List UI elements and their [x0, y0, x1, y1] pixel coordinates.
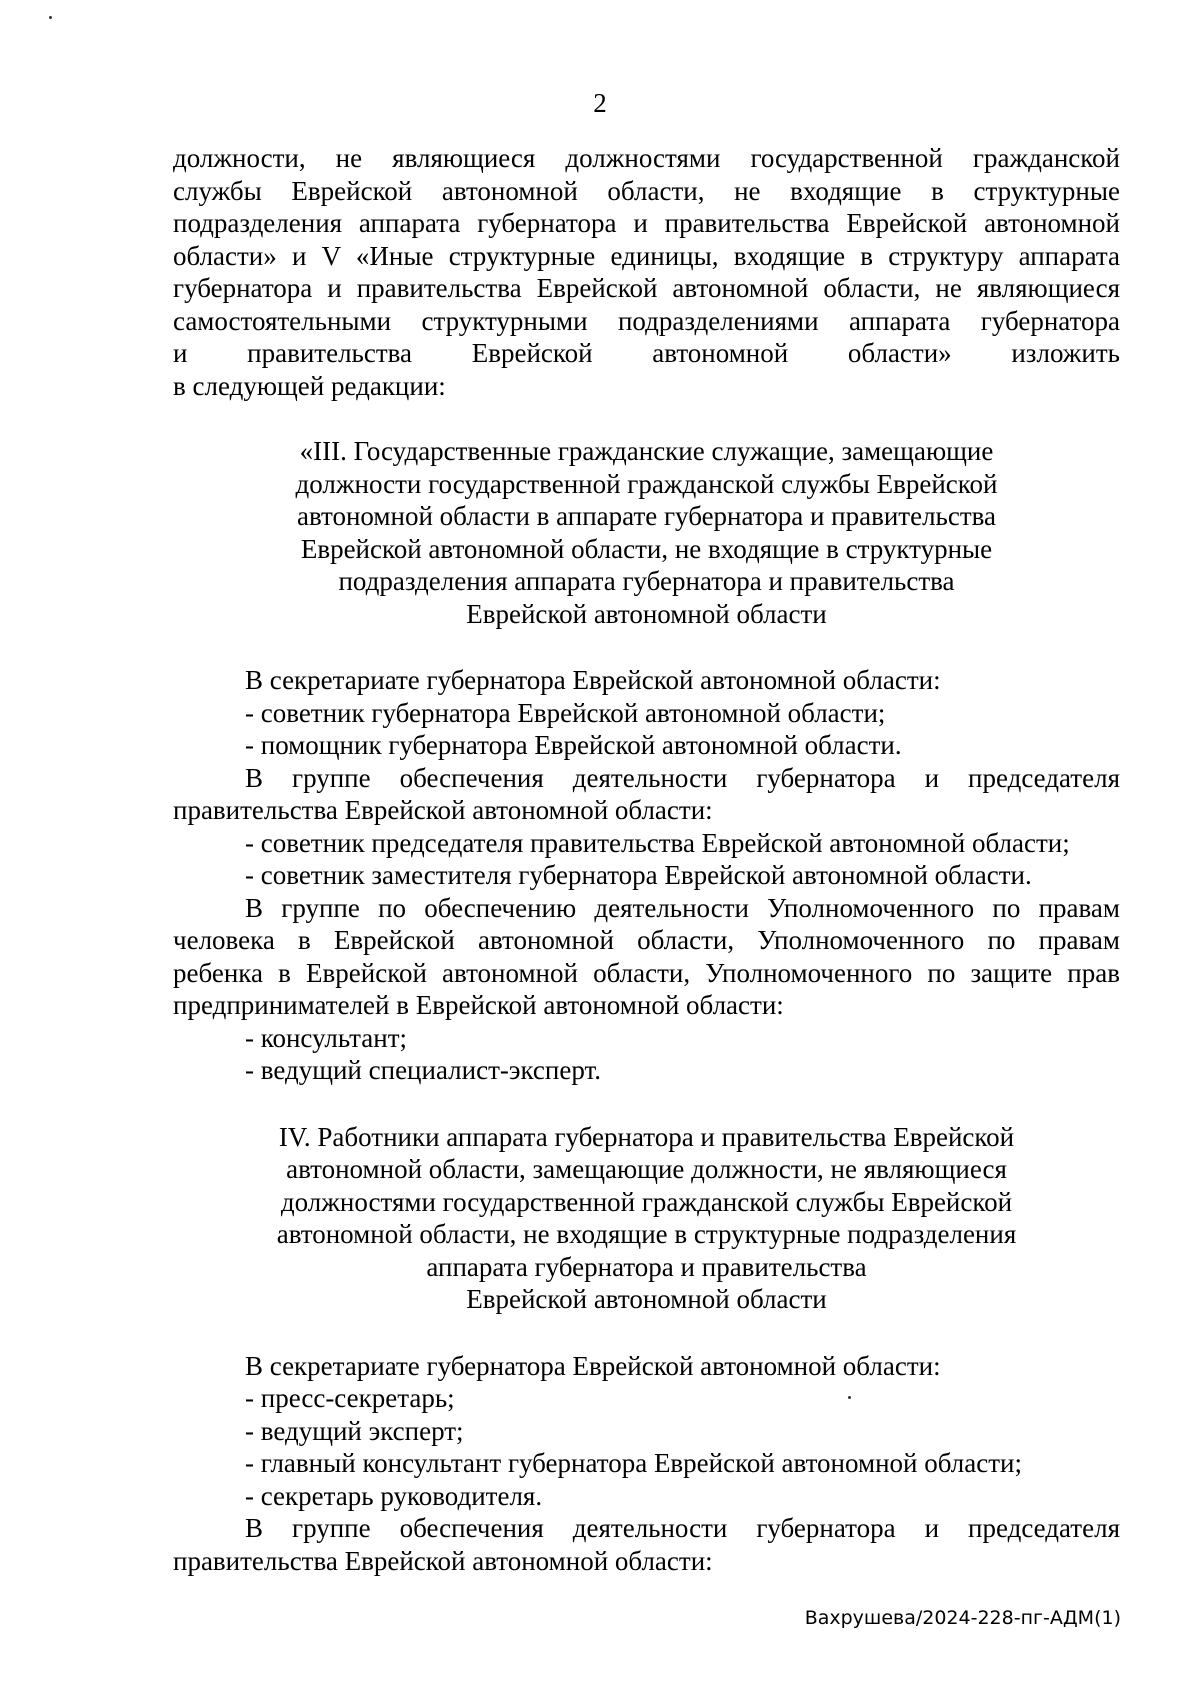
intro-line: службы Еврейской автономной области, не входящие в структурные	[173, 175, 1120, 206]
group-paragraph-line: В группе обеспечения деятельности губернатора и председателя	[245, 1513, 1120, 1543]
heading-line: Еврейской автономной области	[466, 1284, 827, 1314]
secretariat-label: В секретариате губернатора Еврейской автономной области:	[245, 665, 941, 695]
heading-line: автономной области, не входящие в структурные подразделения	[276, 1219, 1017, 1249]
intro-line: в следующей редакции:	[173, 370, 446, 401]
list-item: - консультант;	[245, 1022, 407, 1053]
heading-line: Еврейской автономной области, не входящие в структурные	[300, 533, 993, 564]
heading-line: должностями государственной гражданской службы Еврейской	[280, 1186, 1013, 1217]
group-paragraph-line: ребенка в Еврейской автономной области, Уполномоченного по защите прав	[173, 957, 1120, 988]
secretariat-label: В секретариате губернатора Еврейской автономной области:	[245, 1350, 941, 1381]
list-item: - ведущий специалист-эксперт.	[245, 1055, 601, 1085]
list-item: - пресс-секретарь;	[245, 1383, 455, 1413]
group-paragraph-line: правительства Еврейской автономной области:	[173, 1545, 713, 1576]
list-item: - секретарь руководителя.	[245, 1480, 543, 1511]
list-item: - ведущий эксперт;	[245, 1415, 464, 1446]
intro-line: области» и V «Иные структурные единицы, входящие в структуру аппарата	[173, 240, 1120, 271]
document-body	[173, 142, 1120, 1577]
heading-line: автономной области в аппарате губернатора и правительства	[296, 501, 997, 531]
list-item: - советник губернатора Еврейской автономной области;	[245, 697, 886, 728]
heading-line: IV. Работники аппарата губернатора и правительства Еврейской	[278, 1121, 1015, 1152]
list-item: - главный консультант губернатора Еврейской автономной области;	[245, 1448, 1022, 1478]
section-4-heading	[173, 1121, 1120, 1316]
intro-line: самостоятельными структурными подразделениями аппарата губернатора	[173, 305, 1120, 336]
list-item: - помощник губернатора Еврейской автономной области.	[245, 730, 902, 760]
heading-line: Еврейской автономной области	[466, 598, 827, 629]
list-item: - советник заместителя губернатора Еврейской автономной области.	[245, 860, 1032, 890]
heading-line: «III. Государственные гражданские служащие, замещающие	[299, 436, 994, 466]
group-paragraph-line: предпринимателей в Еврейской автономной области:	[173, 990, 784, 1020]
section-3-heading	[173, 435, 1120, 630]
intro-line: подразделения аппарата губернатора и правительства Еврейской автономной	[173, 208, 1120, 238]
intro-line: и правительства Еврейской автономной области» изложить	[173, 338, 1120, 368]
document-code-footer: Вахрушева/2024-228-пг-АДМ(1)	[804, 1607, 1121, 1629]
group-paragraph-line: человека в Еврейской автономной области, Уполномоченного по правам	[173, 925, 1120, 955]
group-paragraph-line: правительства Еврейской автономной области:	[173, 795, 713, 825]
scan-speck	[49, 16, 52, 19]
heading-line: подразделения аппарата губернатора и правительства	[338, 566, 955, 596]
intro-line: губернатора и правительства Еврейской автономной области, не являющиеся	[173, 273, 1120, 303]
heading-line: должности государственной гражданской службы Еврейской	[295, 468, 998, 499]
heading-line: аппарата губернатора и правительства	[426, 1251, 867, 1282]
list-item: - советник председателя правительства Еврейской автономной области;	[245, 827, 1070, 858]
group-paragraph-line: В группе по обеспечению деятельности Уполномоченного по правам	[245, 892, 1120, 923]
page-number: 2	[593, 88, 607, 118]
heading-line: автономной области, замещающие должности, не являющиеся	[286, 1154, 1007, 1184]
intro-line: должности, не являющиеся должностями государственной гражданской	[173, 143, 1120, 173]
group-paragraph-line: В группе обеспечения деятельности губернатора и председателя	[245, 762, 1120, 793]
